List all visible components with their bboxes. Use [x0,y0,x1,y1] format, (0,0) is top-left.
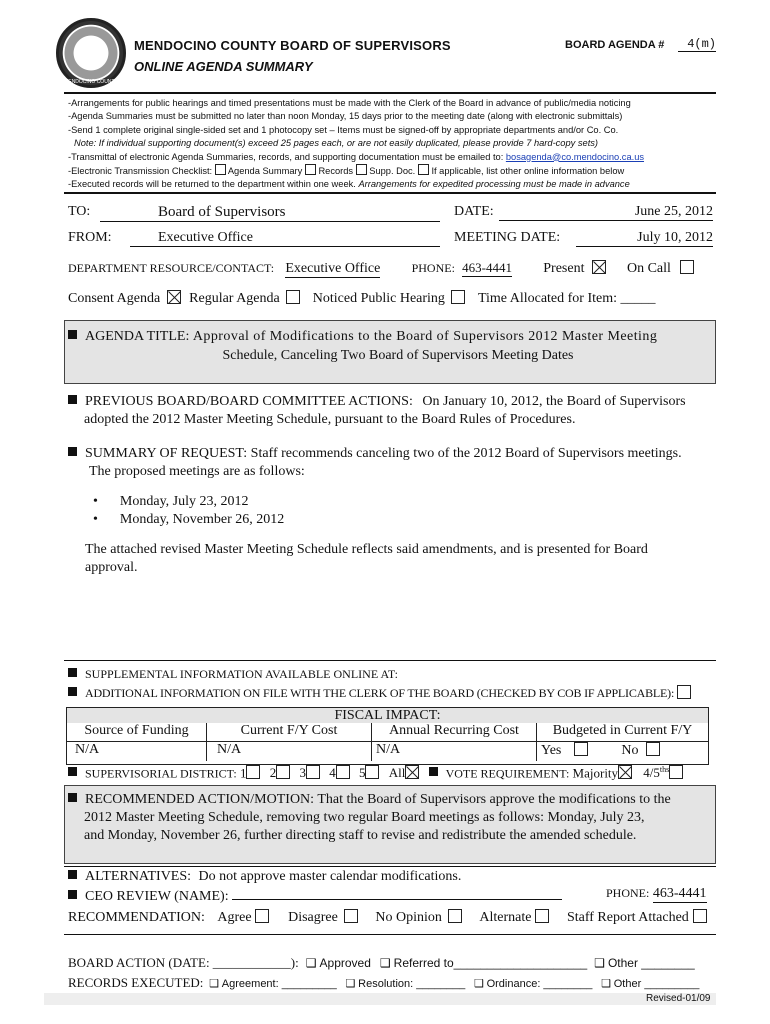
ceo-phone: PHONE: 463-4441 [606,886,707,901]
seal-text: MENDOCINO COUNTY [64,79,118,85]
fiscal-title: FISCAL IMPACT: [67,708,708,723]
instruction-line: -Send 1 complete original single-sided set and 1 photocopy set – Items must be signed-off by appropriate departments and/or Co. Co. [68,124,619,135]
noticed-hearing-checkbox[interactable] [451,290,465,304]
list-item: • Monday, November 26, 2012 [93,512,285,527]
previous-actions: PREVIOUS BOARD/BOARD COMMITTEE ACTIONS: On January 10, 2012, the Board of Supervisors adopted the 2012 Master Meeting Schedule, pursuant to the Board Rules of Procedures. [68,393,718,429]
regular-agenda-checkbox[interactable] [286,290,300,304]
present-checkbox[interactable] [592,260,606,274]
district-3-checkbox[interactable] [306,765,320,779]
ceo-name-field[interactable] [232,886,562,900]
table-header: Annual Recurring Cost [372,723,537,741]
fiscal-impact-table [66,707,709,765]
list-item: • Monday, July 23, 2012 [93,494,249,509]
on-call-checkbox[interactable] [680,260,694,274]
district-4-checkbox[interactable] [336,765,350,779]
budgeted-yes-checkbox[interactable] [574,742,588,756]
cob-checked-checkbox[interactable] [677,685,691,699]
department-row: DEPARTMENT RESOURCE/CONTACT: Executive Office PHONE: 463-4441 Present On Call [68,260,694,278]
county-seal [56,18,126,88]
instruction-checklist: -Electronic Transmission Checklist: Agenda Summary Records Supp. Doc. If applicable, list other online information below [68,166,625,177]
other-online-checkbox[interactable] [418,164,429,175]
alternate-checkbox[interactable] [535,909,549,923]
date-field[interactable]: June 25, 2012 [499,204,713,221]
four-fifths-checkbox[interactable] [669,765,683,779]
phone-field[interactable]: 463-4441 [462,260,513,275]
recommendation: RECOMMENDATION: Agree Disagree No Opinion Alternate Staff Report Attached [68,909,707,926]
email-link[interactable]: bosagenda@co.mendocino.ca.us [505,151,645,162]
budgeted-no-checkbox[interactable] [646,742,660,756]
date-row: DATE: June 25, 2012 [454,204,713,219]
district-row: SUPERVISORIAL DISTRICT: 1 2 3 4 5 All VOTE REQUIREMENT: Majority $4/5^{ths}$ [68,765,683,781]
disagree-checkbox[interactable] [344,909,358,923]
table-row: N/A N/A N/A Yes No [67,742,708,761]
instruction-line: -Executed records will be returned to the department within one week. Arrangements for expedited processing must be made in advance [68,179,630,190]
additional-info: ADDITIONAL INFORMATION ON FILE WITH THE CLERK OF THE BOARD (CHECKED BY COB IF APPLICABLE): [68,685,691,701]
recommended-action: RECOMMENDED ACTION/MOTION: That the Board of Supervisors approve the modifications to the 2012 Master Meeting Schedule, removing two regular Board meetings as follows: Monday, July 23, and Monday, November 26, further directing staff to revise and redistribute the amended schedule. [68,791,716,845]
supplemental-info: SUPPLEMENTAL INFORMATION AVAILABLE ONLINE AT: [68,667,398,682]
board-action: BOARD ACTION (DATE: ____________): ❑ Approved ❑ Referred to____________________ ❑ Other ________ [68,955,695,970]
majority-checkbox[interactable] [618,765,632,779]
district-1-checkbox[interactable] [246,765,260,779]
department-field[interactable]: Executive Office [285,261,381,276]
consent-agenda-checkbox[interactable] [167,290,181,304]
revision-label: Revised-01/09 [646,993,711,1004]
meeting-date-row: MEETING DATE: July 10, 2012 [454,230,713,245]
district-2-checkbox[interactable] [276,765,290,779]
agenda-number-value: 4(m) [678,37,716,52]
district-all-checkbox[interactable] [405,765,419,779]
to-row: TO: Board of Supervisors [68,204,90,220]
from-field[interactable]: Executive Office [130,230,440,247]
meeting-date-field[interactable]: July 10, 2012 [576,230,713,247]
table-header: Source of Funding [67,723,207,741]
agenda-number-label: BOARD AGENDA # [565,39,665,51]
footer-bar [44,993,716,1005]
table-header: Budgeted in Current F/Y [552,723,693,738]
agenda-title: AGENDA TITLE: Approval of Modifications to the Board of Supervisors 2012 Master Meeting Schedule, Canceling Two Board of Supervisors Meeting Dates [68,327,714,365]
header-subtitle: ONLINE AGENDA SUMMARY [134,59,313,74]
instruction-line: -Agenda Summaries must be submitted no later than noon Monday, 15 days prior to the meeting date (along with electronic submittals) [68,111,623,122]
instructions [68,97,644,192]
supp-doc-checkbox[interactable] [356,164,367,175]
staff-report-checkbox[interactable] [693,909,707,923]
agenda-type-row: Consent Agenda Regular Agenda Noticed Public Hearing Time Allocated for Item: _____ [68,291,656,306]
no-opinion-checkbox[interactable] [448,909,462,923]
alternatives: ALTERNATIVES: Do not approve master calendar modifications. [68,869,461,885]
instruction-line: -Arrangements for public hearings and timed presentations must be made with the Clerk of the Board in advance of public/media noticing [68,98,631,108]
from-row: FROM: Executive Office [68,230,112,246]
table-header: Current F/Y Cost [207,723,372,741]
header-title: MENDOCINO COUNTY BOARD OF SUPERVISORS [134,38,451,53]
summary-of-request: SUMMARY OF REQUEST: Staff recommends canceling two of the 2012 Board of Supervisors meetings. The proposed meetings are as follows: • Monday, July 23, 2012 • Monday, November 26, 2012 The attached revised Master Meeting Schedule reflects said amendments, and is presented for Board approval. [68,445,718,577]
ceo-review: CEO REVIEW (NAME): [68,886,562,905]
instruction-note: Note: If individual supporting document(s) exceed 25 pages each, or are not easily duplicated, please provide 7 hard-copy sets) [74,138,599,149]
agenda-summary-checkbox[interactable] [215,164,226,175]
agree-checkbox[interactable] [255,909,269,923]
instruction-line: -Transmittal of electronic Agenda Summaries, records, and supporting documentation must be emailed to: bosagenda@co.mendocino.ca.us [68,151,645,162]
district-5-checkbox[interactable] [365,765,379,779]
records-checkbox[interactable] [305,164,316,175]
records-executed: RECORDS EXECUTED: ❑ Agreement: _________ ❑ Resolution: ________ ❑ Ordinance: ________ ❑ Other _________ [68,975,700,990]
to-field[interactable]: Board of Supervisors [100,204,440,222]
